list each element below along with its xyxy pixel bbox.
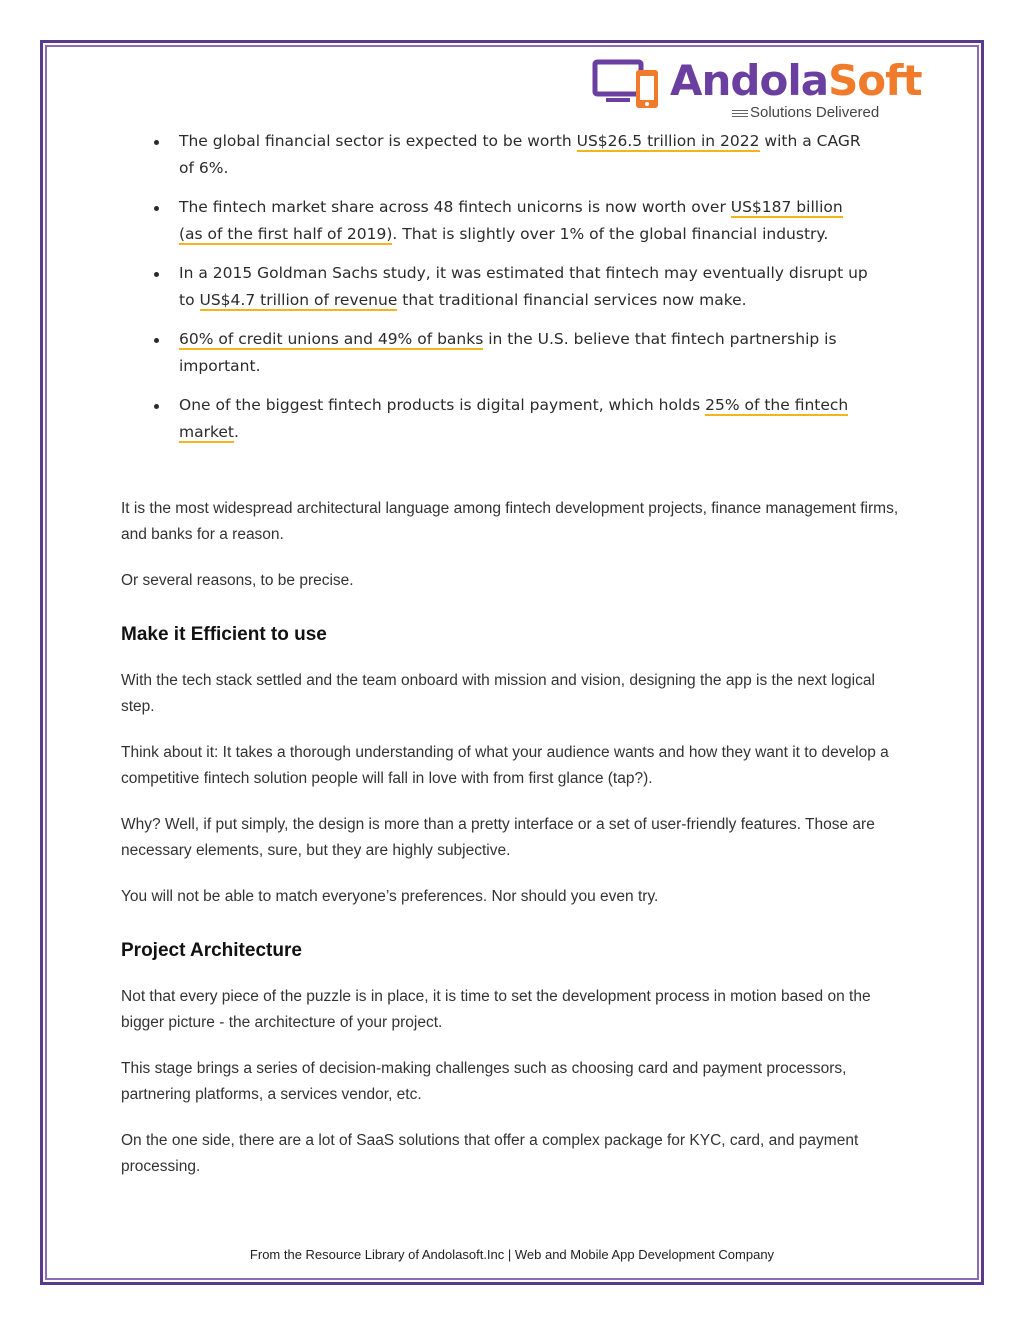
bullet-item <box>146 194 869 248</box>
bullet-dot-icon <box>154 272 159 277</box>
bullet-text: that traditional financial services now make. <box>397 291 747 309</box>
bullet-text: in the U.S. believe that fintech partnership is important. <box>179 330 837 375</box>
devices-icon <box>592 58 664 112</box>
paragraph: Why? Well, if put simply, the design is more than a pretty interface or a set of user-friendly features. Those are necessary elements, sure, but they are highly subjective. <box>121 816 875 859</box>
highlighted-statistic: 25% of the fintech market <box>179 396 849 441</box>
paragraph: Or several reasons, to be precise. <box>121 572 354 589</box>
logo-tagline <box>732 104 879 121</box>
paragraph: On the one side, there are a lot of SaaS solutions that offer a complex package for KYC, card, and payment processing. <box>121 1132 859 1175</box>
andolasoft-logo <box>592 56 922 126</box>
logo-text-andola: Andola <box>670 56 829 105</box>
highlighted-statistic: US$4.7 trillion of revenue <box>199 291 398 309</box>
highlighted-statistic: 60% of credit unions and 49% of banks <box>179 330 484 348</box>
paragraph: Think about it: It takes a thorough understanding of what your audience wants and how they want it to develop a competitive fintech solution people will fall in love with from first glance (tap?). <box>121 744 889 787</box>
bullet-text: . That is slightly over 1% of the global financial industry. <box>392 225 829 243</box>
bullet-text: The fintech market share across 48 fintech unicorns is now worth over <box>179 198 731 216</box>
bullet-text: with a CAGR of 6%. <box>179 132 861 177</box>
paragraph: This stage brings a series of decision-making challenges such as choosing card and payment processors, partnering platforms, a services vendor, etc. <box>121 1060 847 1103</box>
logo-text-soft: Soft <box>828 56 922 105</box>
logo-tagline-text: Solutions Delivered <box>750 104 880 121</box>
section-heading: Make it Efficient to use <box>121 624 327 645</box>
bullet-item <box>146 260 869 314</box>
bullet-text: . <box>234 423 239 441</box>
statistics-bullet-list <box>146 128 872 446</box>
bullet-text: The global financial sector is expected to be worth <box>179 132 577 150</box>
highlighted-statistic: US$26.5 trillion in 2022 <box>576 132 760 150</box>
paragraph: With the tech stack settled and the team onboard with mission and vision, designing the app is the next logical step. <box>121 672 875 715</box>
highlighted-statistic: US$187 billion (as of the first half of 2019) <box>179 198 843 243</box>
page-footer: From the Resource Library of Andolasoft.Inc | Web and Mobile App Development Company <box>249 1247 775 1262</box>
paragraph: Not that every piece of the puzzle is in place, it is time to set the development process in motion based on the bigger picture - the architecture of your project. <box>121 988 871 1031</box>
bullet-item <box>146 392 869 446</box>
statistics-bullet-image <box>146 128 872 460</box>
bullet-dot-icon <box>154 140 159 145</box>
main-content <box>121 496 911 1200</box>
logo-wordmark <box>670 56 922 106</box>
section-heading: Project Architecture <box>121 940 302 961</box>
bullet-dot-icon <box>154 206 159 211</box>
bullet-item <box>146 326 869 380</box>
paragraph: It is the most widespread architectural language among fintech development projects, finance management firms, and banks for a reason. <box>121 500 899 543</box>
bullet-text: One of the biggest fintech products is digital payment, which holds <box>179 396 706 414</box>
bullet-dot-icon <box>154 338 159 343</box>
bullet-dot-icon <box>154 404 159 409</box>
bullet-item <box>146 128 869 182</box>
paragraph: You will not be able to match everyone’s preferences. Nor should you even try. <box>121 888 659 905</box>
menu-lines-icon <box>732 108 748 119</box>
bullet-text: In a 2015 Goldman Sachs study, it was estimated that fintech may eventually disrupt up to <box>179 264 868 309</box>
